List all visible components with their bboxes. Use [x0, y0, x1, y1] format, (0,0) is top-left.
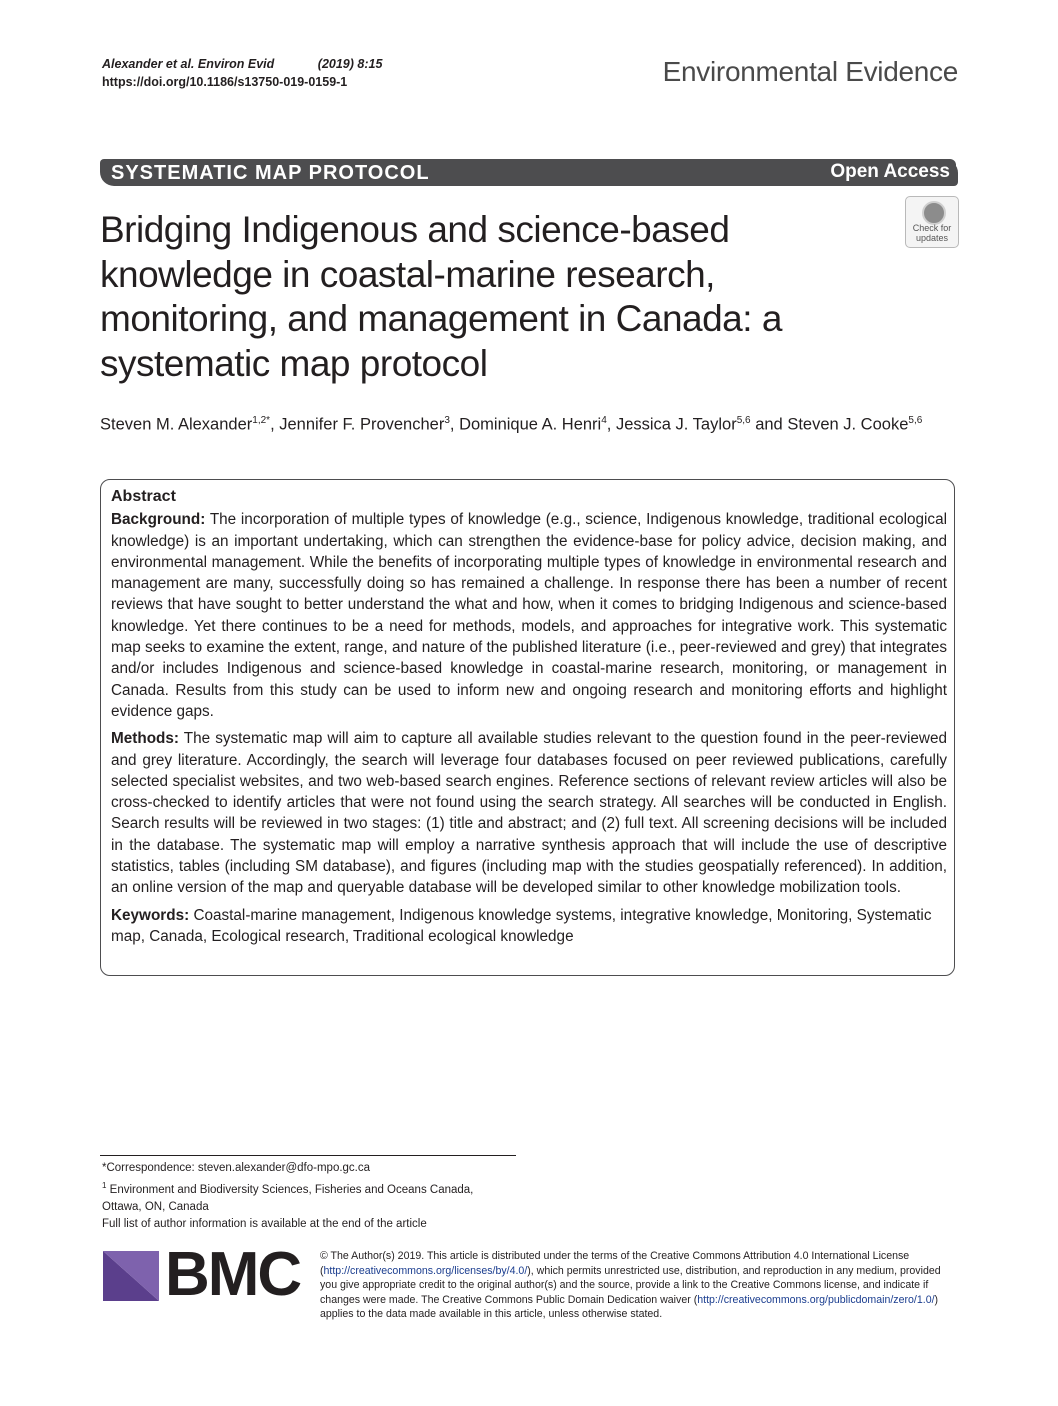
- author-affiliation-mark: 1,2*: [252, 415, 271, 426]
- author-affiliation-mark: 3: [444, 415, 450, 426]
- journal-name: Environmental Evidence: [662, 56, 958, 87]
- abstract: [111, 486, 947, 953]
- check-for-updates-label: Check for updates: [912, 223, 952, 243]
- methods-label: Methods:: [111, 730, 179, 748]
- paper-title: Bridging Indigenous and science-based knowledge in coastal-marine research, monitoring, and management in Canada: a systematic map protocol: [100, 209, 782, 384]
- author-separator: ,: [270, 415, 280, 434]
- footnote-divider: [100, 1155, 516, 1156]
- journal-abbrev: Environ Evid: [197, 57, 275, 71]
- author-name: Jessica J. Taylor: [615, 415, 737, 434]
- affiliation-1: $^1$ Environment and Biodiversity Sciences, Fisheries and Oceans Canada,: [102, 1181, 474, 1196]
- abstract-keywords: [111, 905, 947, 948]
- full-author-info-note: Full list of author information is available at the end of the article: [102, 1217, 427, 1230]
- author-affiliation-mark: 5,6: [908, 415, 923, 426]
- author-affiliation-mark: 4: [601, 415, 607, 426]
- author-name: Dominique A. Henri: [459, 415, 602, 434]
- abstract-background: [111, 509, 947, 722]
- abstract-heading: Abstract: [111, 488, 176, 505]
- background-text: The incorporation of multiple types of knowledge (e.g., science, Indigenous knowledge, traditional ecological knowledge) is an important undertaking, which can strengthen the evidence-base for policy advice, decision making, and environmental management. While the benefits of incorporating multiple types of knowledge in environmental research and management are many, successfully doing so has remained a challenge. In response there has been a number of recent reviews that have sought to better understand the what and how, when it comes to bridging Indigenous and science-based knowledge. Yet there continues to be a need for methods, models, and approaches for integrative work. This systematic map seeks to examine the extent, range, and nature of the published literature (i.e., peer-reviewed and grey) that integrates and/or includes Indigenous and science-based knowledge in coastal-marine research, monitoring, or management in Canada. Results from this study can be used to inform new and ongoing research and monitoring efforts and highlight evidence gaps.: [111, 511, 947, 720]
- bmc-logo-mark: [103, 1251, 159, 1301]
- affiliation-1-location: Ottawa, ON, Canada: [102, 1200, 209, 1213]
- keywords-label: Keywords:: [111, 906, 190, 924]
- footnotes: [102, 1160, 542, 1233]
- citation-authors: Alexander et al.: [102, 57, 195, 71]
- cc-by-license-link[interactable]: http://creativecommons.org/licenses/by/4.0/: [323, 1264, 528, 1277]
- background-label: Background:: [111, 511, 206, 529]
- check-for-updates-button[interactable]: [905, 196, 959, 248]
- open-access-badge: Open Access: [816, 159, 956, 186]
- article-type-label: SYSTEMATIC MAP PROTOCOL: [111, 162, 430, 184]
- abstract-methods: [111, 728, 947, 898]
- citation-block: [102, 55, 382, 91]
- license-text: © The Author(s) 2019. This article is distributed under the terms of the Creative Commons Attribution 4.0 International License (http://creativecommons.org/licenses/by/4.0/), which permits unrestricted use, distribution, and reproduction in any medium, provided you give appropriate credit to the original author(s) and the source, provide a link to the Creative Commons license, and indicate if changes were made. The Creative Commons Public Domain Dedication waiver (http://creativecommons.org/publicdomain/zero/1.0/) applies to the data made available in this article, unless otherwise stated.: [320, 1250, 941, 1321]
- bmc-logo: BMC: [165, 1240, 301, 1309]
- keywords-text: Coastal-marine management, Indigenous knowledge systems, integrative knowledge, Monitoring, Systematic map, Canada, Ecological research, Traditional ecological knowledge: [111, 906, 932, 945]
- author-separator: ,: [449, 415, 460, 434]
- doi-link[interactable]: https://doi.org/10.1186/s13750-019-0159-1: [102, 75, 348, 89]
- author-name: Steven M. Alexander: [100, 415, 253, 434]
- author-separator: ,: [606, 415, 616, 434]
- cc0-waiver-link[interactable]: http://creativecommons.org/publicdomain/zero/1.0/: [697, 1293, 935, 1306]
- author-name: Steven J. Cooke: [787, 415, 909, 434]
- methods-text: The systematic map will aim to capture all available studies relevant to the question found in the peer-reviewed and grey literature. Accordingly, the search will leverage four databases focused on peer reviewed publications, carefully selected specialist websites, and two web-based search engines. Reference sections of relevant review articles will also be cross-checked to identify articles that were not found using the search strategy. All searches will be conducted in English. Search results will be reviewed in two stages: (1) title and abstract; and (2) full text. All screening decisions will be included in the database. The systematic map will employ a narrative synthesis approach that will include the use of descriptive statistics, tables (including SM database), and figures (including map with the studies geospatially referenced). In addition, an online version of the map and queryable database will be developed similar to other knowledge mobilization tools.: [111, 730, 947, 897]
- author-affiliation-mark: 5,6: [736, 415, 751, 426]
- author-separator: and: [750, 415, 788, 434]
- author-list: [100, 408, 960, 438]
- year-volume: (2019) 8:15: [317, 57, 383, 71]
- bookmark-icon: [922, 201, 946, 225]
- citation-line: [102, 55, 382, 73]
- correspondence: *Correspondence: steven.alexander@dfo-mpo.gc.ca: [102, 1162, 371, 1174]
- author-name: Jennifer F. Provencher: [279, 415, 445, 434]
